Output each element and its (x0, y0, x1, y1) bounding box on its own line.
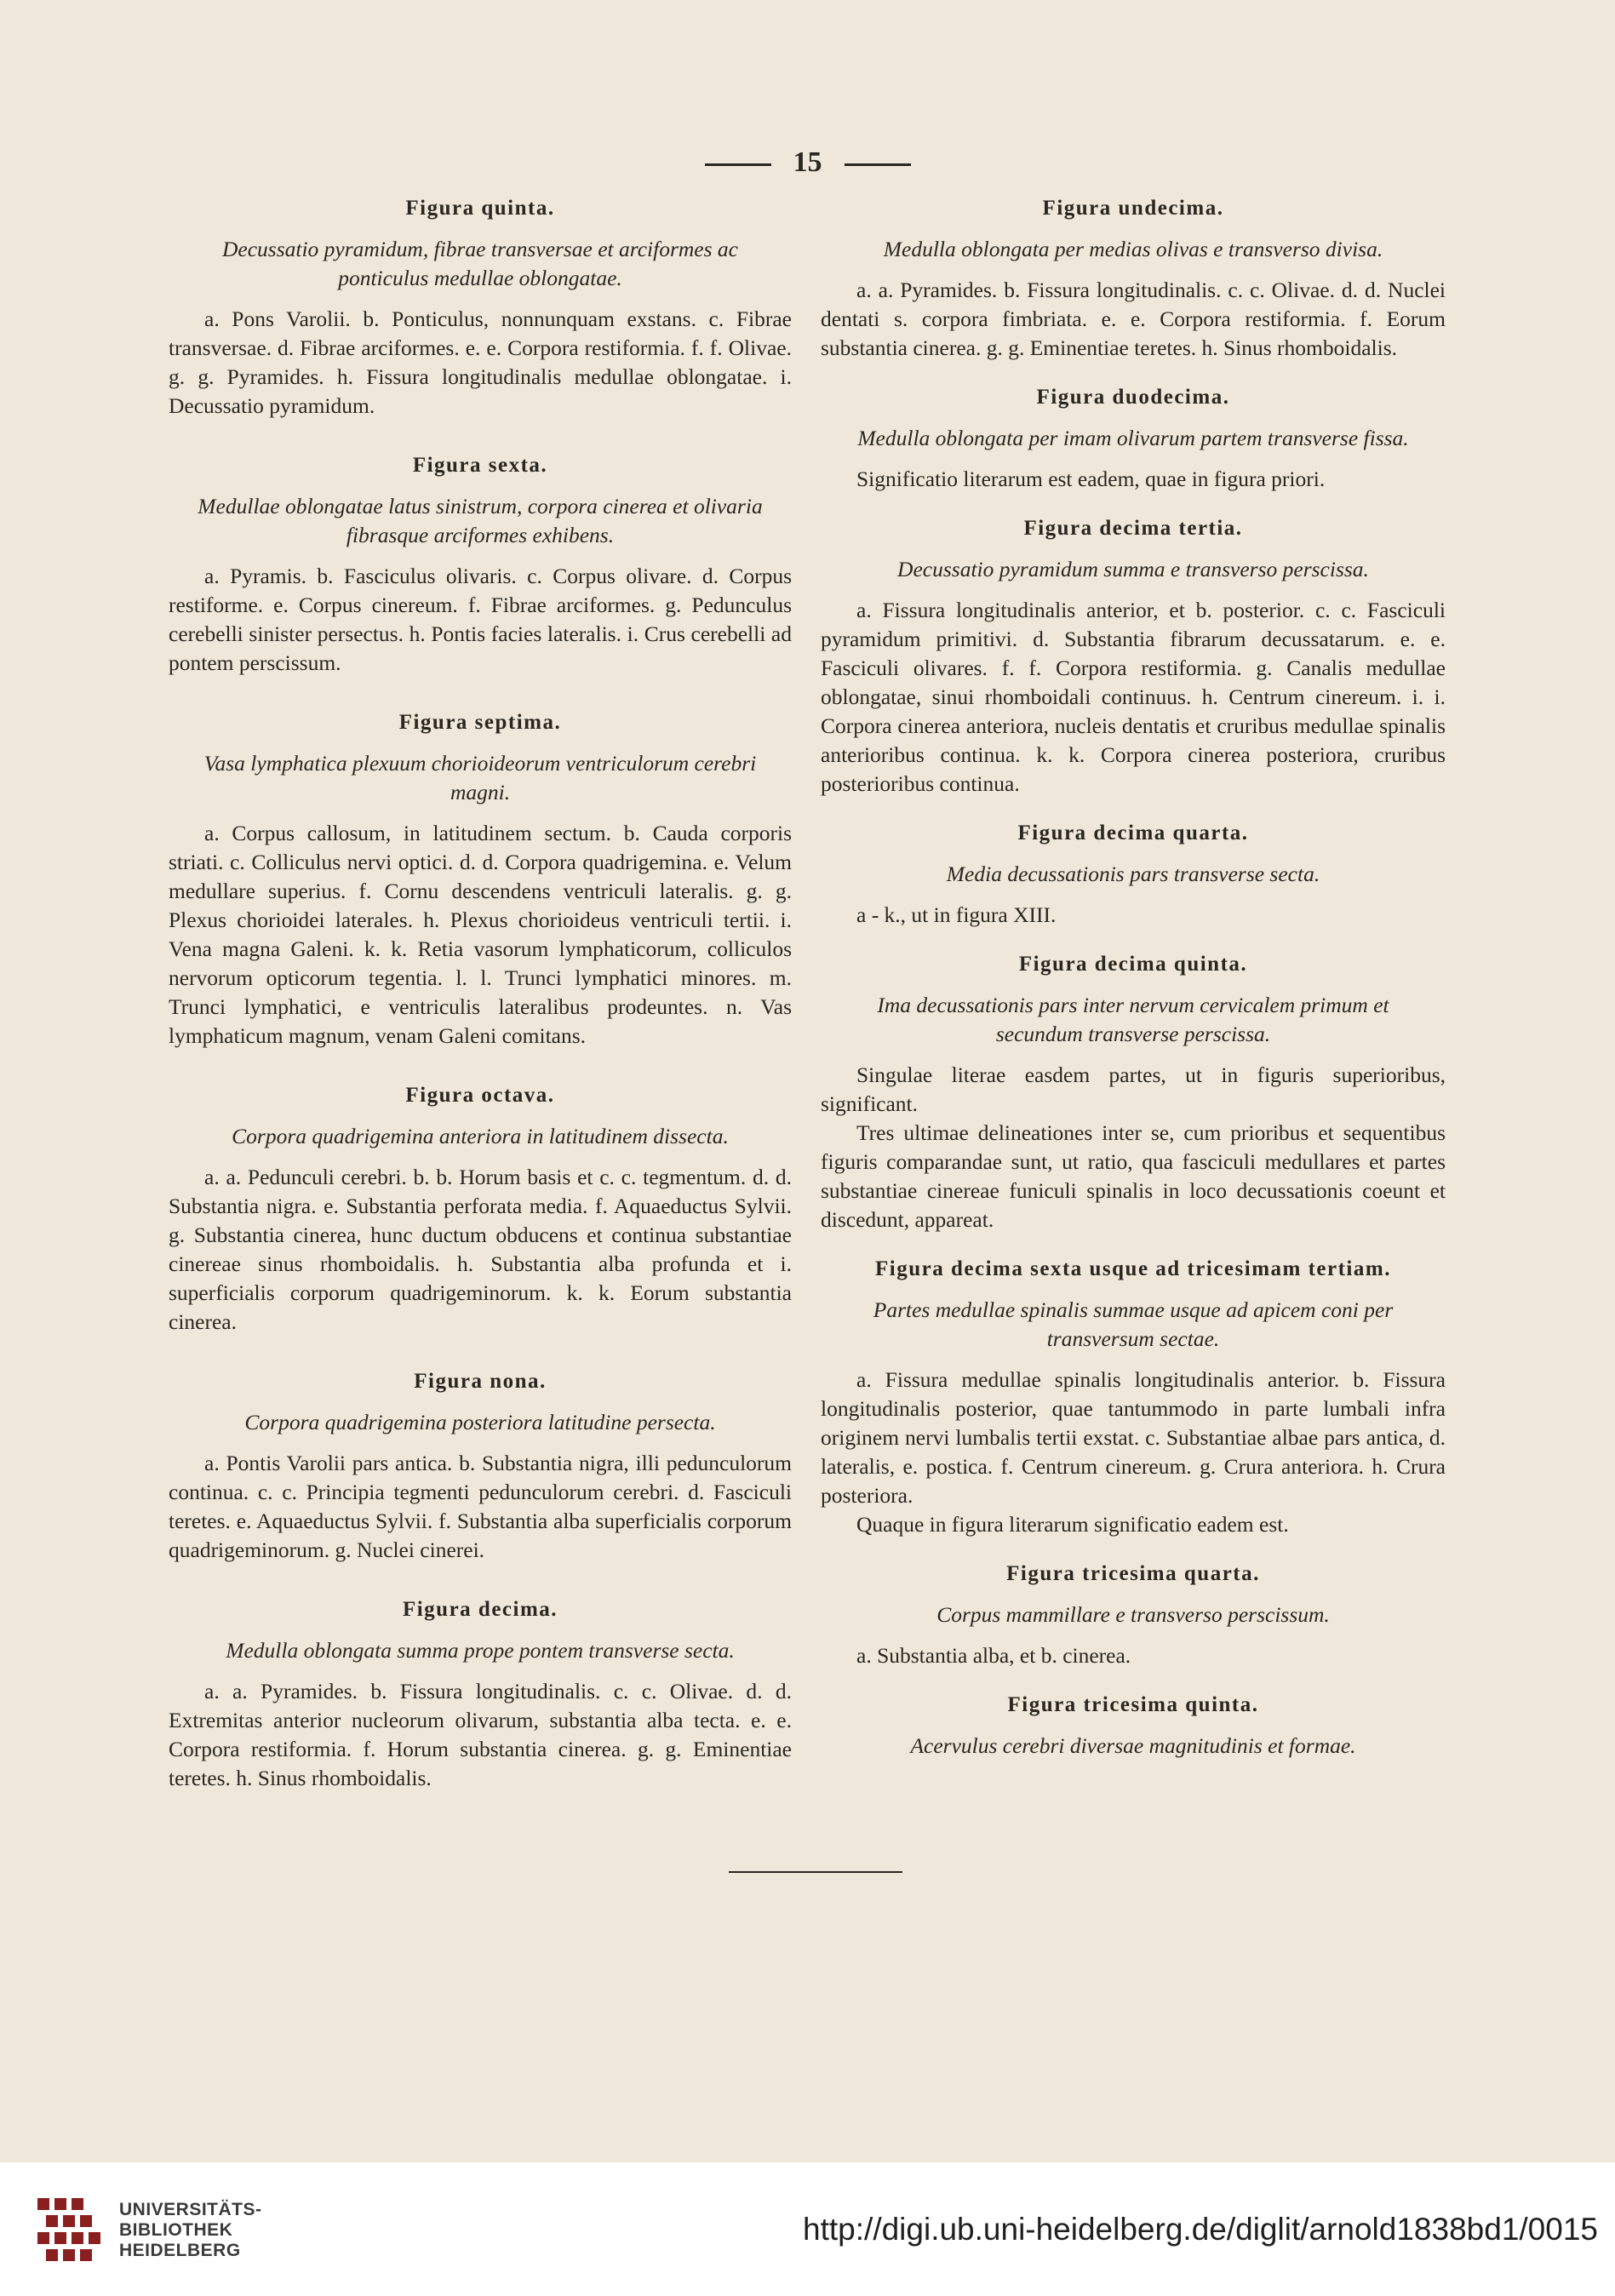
figure-subtitle: Medulla oblongata summa prope pontem transverse secta. (226, 1638, 735, 1663)
figure-title: Figura tricesima quinta. (1007, 1693, 1259, 1716)
figure-subtitle: Medullae oblongatae latus sinistrum, corpora cinerea et olivaria fibrasque arciformes exhibens. (198, 494, 763, 547)
figure-legend-paragraph: a - k., ut in figura XIII. (856, 902, 1057, 927)
figure-title: Figura quinta. (405, 197, 555, 220)
figure-legend-paragraph: a. Pons Varolii. b. Ponticulus, nonnunquam exstans. c. Fibrae transversae. d. Fibrae arciformes. e. e. Corpora restiformia. f. f. Olivae. g. g. Pyramides. h. Fissura longitudinalis medullae oblongatae. i. Decussatio pyramidum. (169, 306, 792, 418)
figure-legend-paragraph: a. Pyramis. b. Fasciculus olivaris. c. Corpus olivare. d. Corpus restiforme. e. Corpus cinereum. f. Fibrae arciformes. g. Pedunculus cerebelli sinister persectus. h. Pontis facies lateralis. i. Crus cerebelli ad pontem perscissum. (169, 564, 792, 675)
library-name-line2: BIBLIOTHEK (119, 2220, 233, 2240)
figure-section (169, 1367, 792, 1565)
university-library-logo-icon (37, 2198, 102, 2263)
figure-subtitle: Medulla oblongata per imam olivarum partem transverse fissa. (857, 426, 1409, 450)
figure-title: Figura octava. (405, 1084, 555, 1107)
figure-legend-paragraph: Significatio literarum est eadem, quae in figura priori. (856, 467, 1326, 491)
figure-subtitle: Corpora quadrigemina posteriora latitudine persecta. (244, 1410, 716, 1434)
figure-legend-paragraph: Singulae literae easdem partes, ut in figuris superioribus, significant. (821, 1062, 1446, 1116)
figure-legend-paragraph: a. Corpus callosum, in latitudinem sectum. b. Cauda corporis striati. c. Colliculus nervi optici. d. d. Corpora quadrigemina. e. Velum medullare superius. f. Cornu descendens ventriculi lateralis. g. g. Plexus chorioidei laterales. h. Plexus chorioideus ventriculi tertii. i. Vena magna Galeni. k. k. Retia vasorum lymphaticorum, colliculos nervorum opticorum tegentia. l. l. Trunci lymphatici minores. m. Trunci lymphatici, e ventriculis lateralibus prodeuntes. n. Vas lymphaticum magnum, venam Galeni comitans. (169, 821, 792, 1048)
figure-legend-paragraph: a. a. Pyramides. b. Fissura longitudinalis. c. c. Olivae. d. d. Extremitas anterior nucleorum olivarum, substantia alba tecta. e. e. Corpora restiformia. f. Horum substantia cinerea. g. g. Eminentiae teretes. h. Sinus rhomboidalis. (169, 1679, 792, 1790)
figure-section (821, 819, 1446, 930)
figure-subtitle: Corpus mammillare e transverso perscissum. (936, 1602, 1330, 1627)
page-number-value: 15 (793, 146, 822, 178)
figure-legend-paragraph: a. a. Pedunculi cerebri. b. b. Horum basis et c. c. tegmentum. d. d. Substantia nigra. e. Substantia perforata media. f. Aquaeductus Sylvii. g. Substantia cinerea, hunc ductum obducens et continua substantiae cinereae sinus rhomboidalis. h. Substantia alba profunda et i. superficialis corporum quadrigeminorum. k. k. Eorum substantia cinerea. (169, 1165, 792, 1334)
figure-legend-paragraph: Tres ultimae delineationes inter se, cum prioribus et sequentibus figuris comparandae sunt, ut ratio, qua fasciculi medullares et partes substantiae cinereae funiculi spinalis in loco decussationis coeunt et discedunt, appareat. (821, 1120, 1446, 1232)
figure-section (821, 383, 1446, 494)
figure-title: Figura decima quarta. (1017, 822, 1249, 845)
figure-section (169, 1081, 792, 1337)
figure-title: Figura decima tertia. (1023, 517, 1243, 540)
figure-legend-paragraph: a. Pontis Varolii pars antica. b. Substantia nigra, illi pedunculorum continua. c. c. Principia tegmenti pedunculorum cerebri. d. Fasciculi teretes. e. Aquaeductus Sylvii. f. Substantia alba superficialis corporum quadrigeminorum. g. Nuclei cinerei. (169, 1451, 792, 1562)
figure-section (169, 451, 792, 678)
figure-subtitle: Corpora quadrigemina anteriora in latitudinem dissecta. (232, 1124, 729, 1148)
library-name (119, 2200, 262, 2261)
figure-section (821, 1560, 1446, 1670)
figure-section (169, 708, 792, 1051)
library-name-line1: UNIVERSITÄTS- (119, 2200, 262, 2219)
figure-subtitle: Medulla oblongata per medias olivas e transverso divisa. (883, 237, 1383, 261)
figure-section (821, 1691, 1446, 1761)
figure-section (169, 1595, 792, 1793)
figure-title: Figura nona. (414, 1370, 547, 1393)
page-number-dash-right (845, 163, 911, 166)
figure-legend-paragraph: a. a. Pyramides. b. Fissura longitudinalis. c. c. Olivae. d. d. Nuclei dentati s. corpora fimbriata. e. e. Corpora restiformia. f. Eorum substantia cinerea. g. g. Eminentiae teretes. h. Sinus rhomboidalis. (821, 278, 1446, 360)
left-column (169, 194, 792, 1793)
figure-section (821, 194, 1446, 363)
figure-legend-paragraph: a. Fissura medullae spinalis longitudinalis anterior. b. Fissura longitudinalis posterior, quae tantummodo in parte lumbali infra originem nervi lumbalis tertii exstat. c. Substantiae albae pars antica, d. lateralis, e. postica. f. Centrum cinereum. g. Crura anteriora. h. Crura posteriora. (821, 1367, 1446, 1508)
figure-title: Figura decima quinta. (1018, 953, 1248, 976)
figure-section (821, 1255, 1446, 1539)
figure-section (821, 514, 1446, 799)
figure-title: Figura decima sexta usque ad tricesimam tertiam. (875, 1257, 1391, 1280)
end-rule (729, 1871, 902, 1873)
figure-legend-paragraph: a. Substantia alba, et b. cinerea. (856, 1643, 1131, 1668)
figure-subtitle: Acervulus cerebri diversae magnitudinis et formae. (910, 1733, 1356, 1758)
page-number (0, 146, 1615, 179)
figure-subtitle: Vasa lymphatica plexuum chorioideorum ventriculorum cerebri magni. (203, 751, 757, 804)
source-url[interactable]: http://digi.ub.uni-heidelberg.de/diglit/arnold1838bd1/0015 (803, 2212, 1598, 2247)
figure-title: Figura septima. (398, 711, 562, 734)
figure-title: Figura decima. (402, 1598, 558, 1621)
right-column (821, 194, 1446, 1772)
figure-title: Figura tricesima quarta. (1006, 1562, 1260, 1585)
figure-subtitle: Ima decussationis pars inter nervum cervicalem primum et secundum transverse perscissa. (877, 993, 1389, 1046)
figure-subtitle: Partes medullae spinalis summae usque ad apicem coni per transversum sectae. (873, 1297, 1394, 1351)
page-number-dash-left (705, 163, 771, 166)
library-name-line3: HEIDELBERG (119, 2241, 241, 2260)
figure-section (169, 194, 792, 421)
figure-title: Figura sexta. (412, 454, 548, 477)
footer (0, 2162, 1615, 2296)
figure-subtitle: Decussatio pyramidum, fibrae transversae et arciformes ac ponticulus medullae oblongatae. (221, 237, 738, 290)
figure-title: Figura duodecima. (1036, 386, 1230, 409)
figure-title: Figura undecima. (1042, 197, 1224, 220)
figure-section (821, 950, 1446, 1234)
figure-legend-paragraph: Quaque in figura literarum significatio eadem est. (856, 1512, 1289, 1537)
figure-subtitle: Decussatio pyramidum summa e transverso perscissa. (897, 557, 1369, 581)
figure-subtitle: Media decussationis pars transverse secta. (946, 862, 1320, 886)
figure-legend-paragraph: a. Fissura longitudinalis anterior, et b. posterior. c. c. Fasciculi pyramidum primitivi. d. Substantia fibrarum decussatarum. e. e. Fasciculi olivares. f. f. Corpora restiformia. g. Canalis medullae oblongatae, sinui rhomboidali continuus. h. Centrum cinereum. i. i. Corpora cinerea anteriora, nucleis dentatis et cruribus medullae spinalis anterioribus continua. k. k. Corpora cinerea posteriora, cruribus posterioribus continua. (821, 598, 1446, 796)
